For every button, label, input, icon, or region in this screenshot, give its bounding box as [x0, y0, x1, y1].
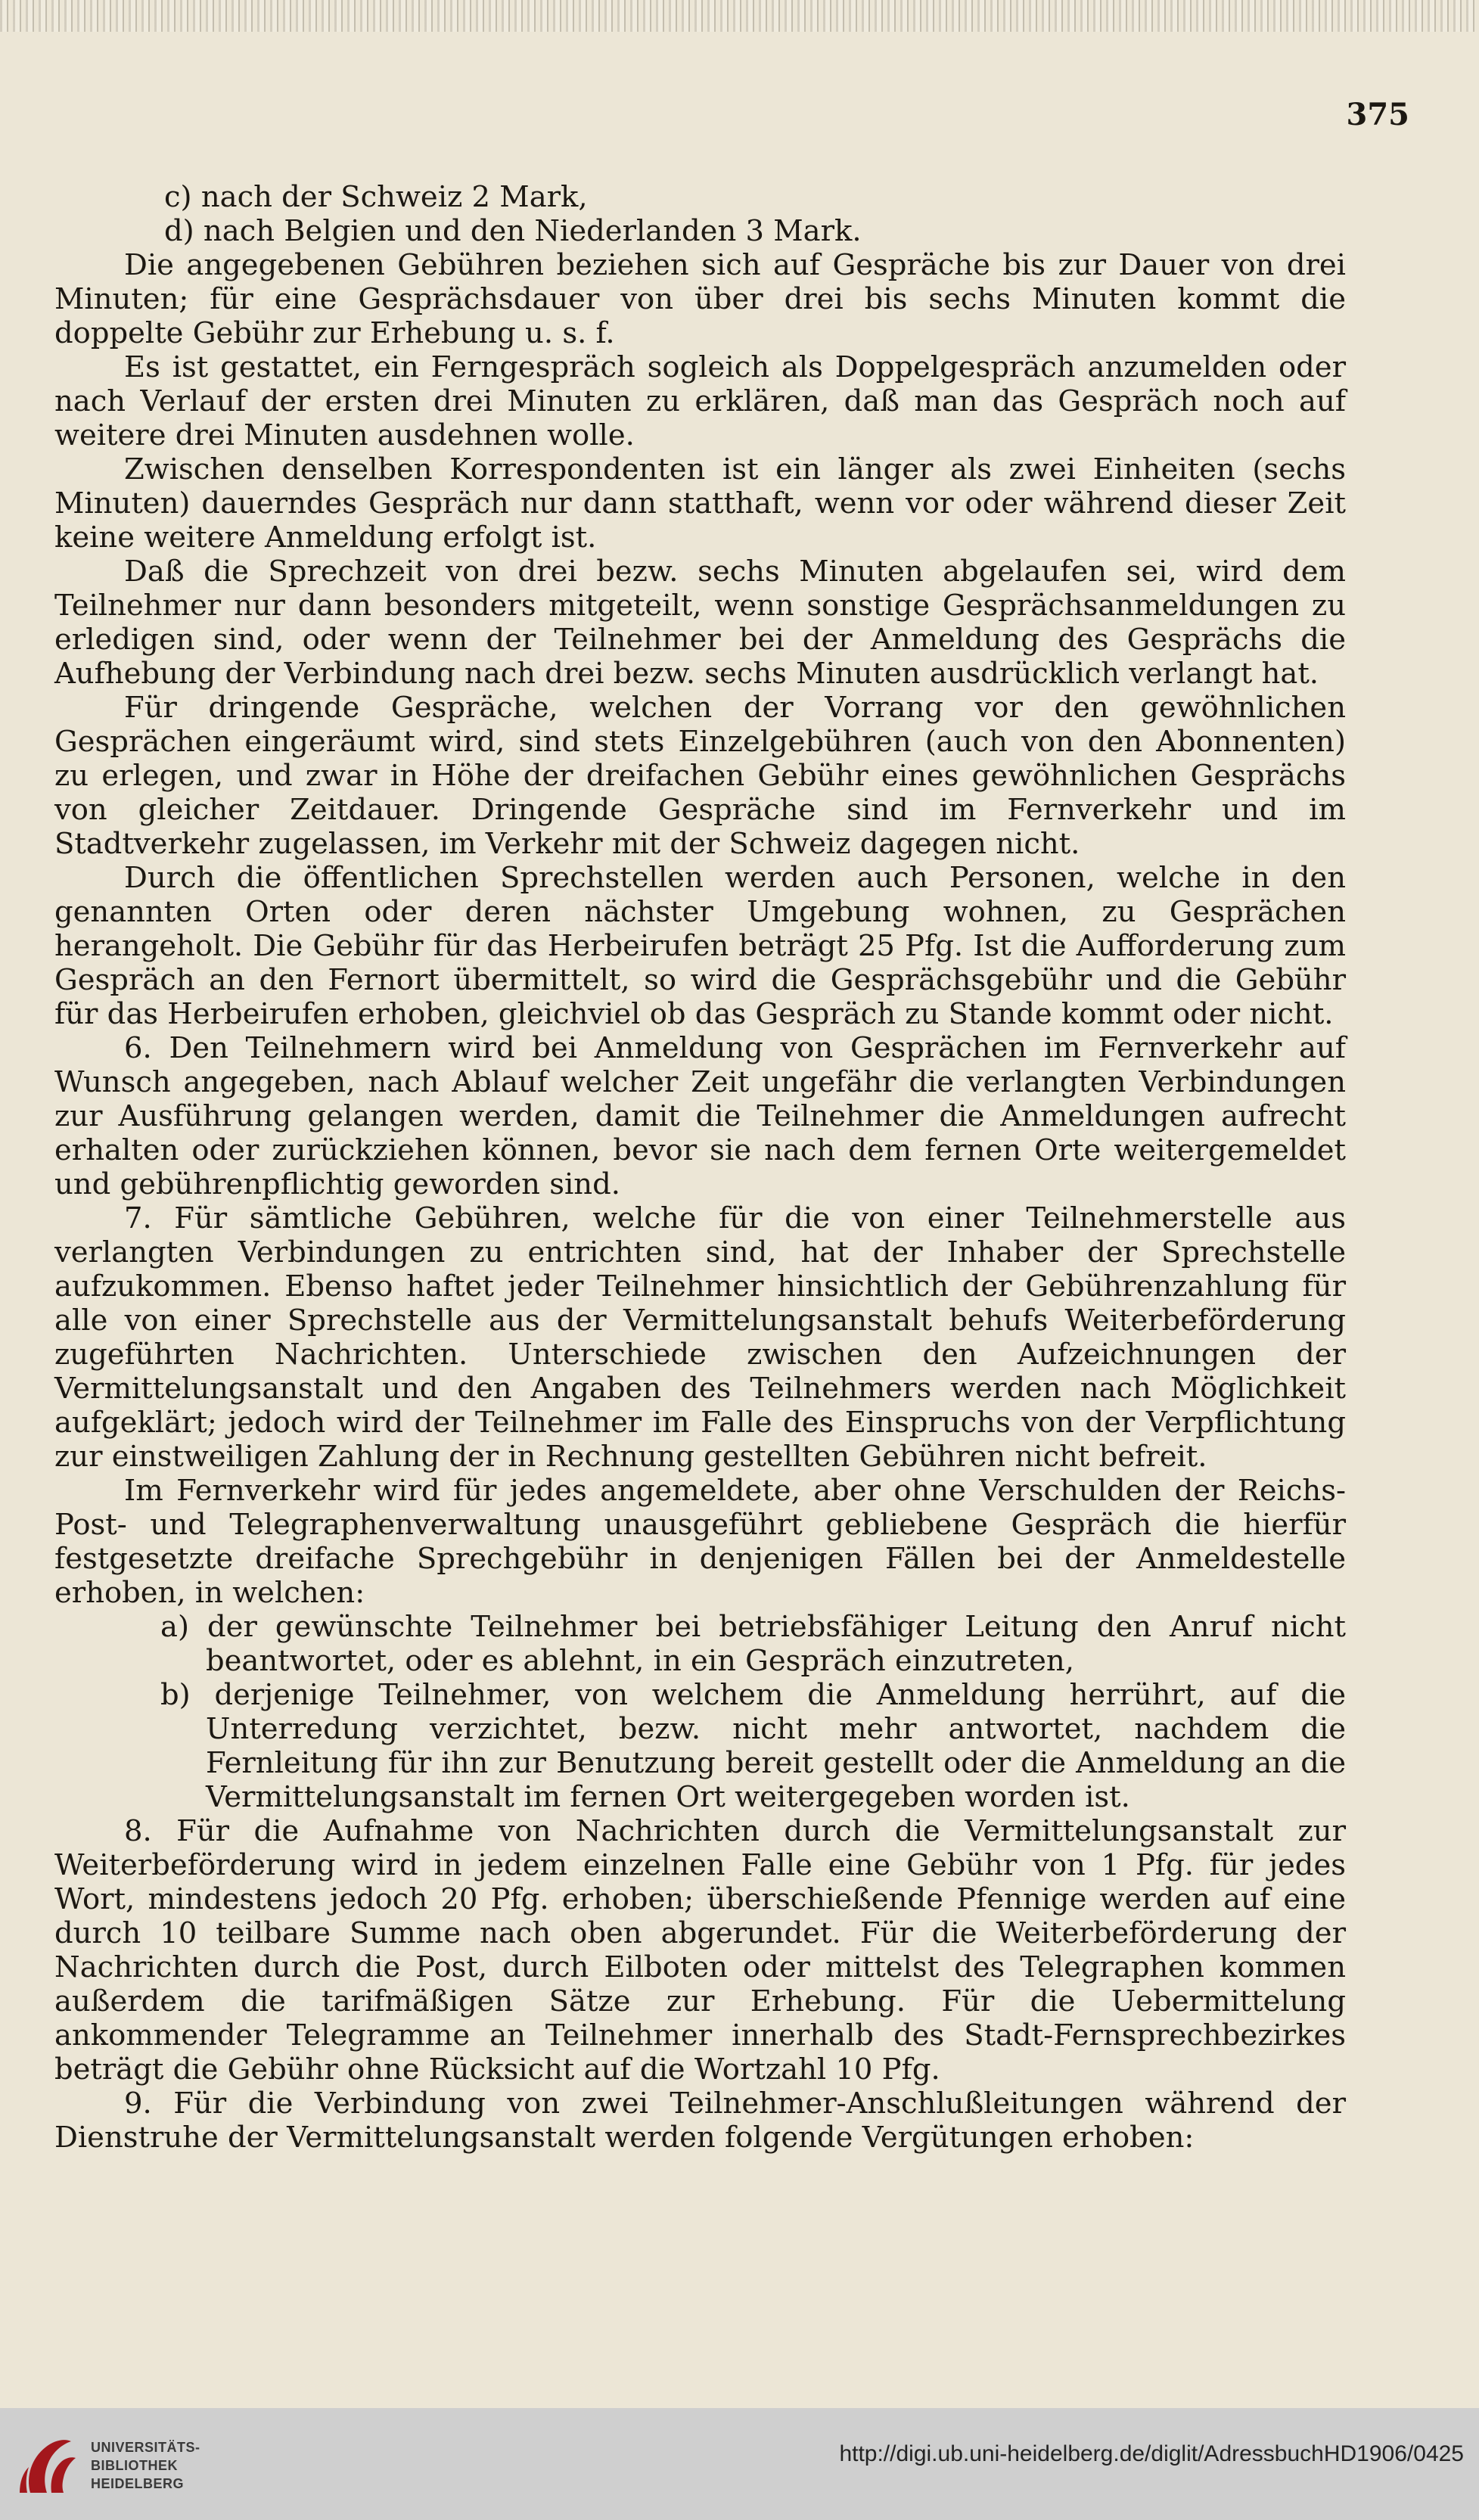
list-item-b: b) derjenige Teilnehmer, von welchem die Anmeldung herrührt, auf die Unterredung verzichtet, bezw. nicht mehr antwortet, nachdem die Fernleitung für ihn zur Benutzung bereit gestellt oder die Anmeldung an die Vermittelungsanstalt im fernen Ort weitergegeben worden ist.	[160, 1678, 1346, 1814]
scan-edge-strip	[0, 0, 1479, 32]
paragraph-correspondents: Zwischen denselben Korrespondenten ist ein länger als zwei Einheiten (sechs Minuten) dauerndes Gespräch nur dann statthaft, wenn vor oder während dieser Zeit keine weitere Anmeldung erfolgt ist.	[54, 452, 1346, 555]
list-item-c: c) nach der Schweiz 2 Mark,	[164, 180, 588, 214]
footer-bar	[0, 2408, 1479, 2520]
paragraph-double-call: Es ist gestattet, ein Ferngespräch sogleich als Doppelgespräch anzumelden oder nach Verlauf der ersten drei Minuten zu erklären, daß man das Gespräch noch auf weitere drei Minuten ausdehnen wolle.	[54, 350, 1346, 452]
paragraph-duration: Die angegebenen Gebühren beziehen sich auf Gespräche bis zur Dauer von drei Minuten; für eine Gesprächsdauer von über drei bis sechs Minuten kommt die doppelte Gebühr zur Erhebung u. s. f.	[54, 248, 1346, 350]
library-name-line-2: BIBLIOTHEK	[91, 2458, 178, 2473]
paragraph-section-8: 8. Für die Aufnahme von Nachrichten durch die Vermittelungsanstalt zur Weiterbeförderung wird in jedem einzelnen Falle eine Gebühr von 1 Pfg. für jedes Wort, mindestens jedoch 20 Pfg. erhoben; überschießende Pfennige werden auf eine durch 10 teilbare Summe nach oben abgerundet. Für die Weiterbeförderung der Nachrichten durch die Post, durch Eilboten oder mittelst des Telegraphen kommen außerdem die tarifmäßigen Sätze zur Erhebung. Für die Uebermittelung ankommender Telegramme an Teilnehmer innerhalb des Stadt-Fernsprechbezirkes beträgt die Gebühr ohne Rücksicht auf die Wortzahl 10 Pfg.	[54, 1814, 1346, 2087]
paragraph-section-7: 7. Für sämtliche Gebühren, welche für die von einer Teilnehmerstelle aus verlangten Verbindungen zu entrichten sind, hat der Inhaber der Sprechstelle aufzukommen. Ebenso haftet jeder Teilnehmer hinsichtlich der Gebührenzahlung für alle von einer Sprechstelle aus der Vermittelungsanstalt behufs Weiterbeförderung zugeführten Nachrichten. Unterschiede zwischen den Aufzeichnungen der Vermittelungsanstalt und den Angaben des Teilnehmers werden nach Möglichkeit aufgeklärt; jedoch wird der Teilnehmer im Falle des Einspruchs von der Verpflichtung zur einstweiligen Zahlung der in Rechnung gestellten Gebühren nicht befreit.	[54, 1201, 1346, 1474]
paragraph-section-9: 9. Für die Verbindung von zwei Teilnehmer-Anschlußleitungen während der Dienstruhe der Vermittelungsanstalt werden folgende Vergütungen erhoben:	[54, 2087, 1346, 2155]
library-name	[91, 2438, 200, 2493]
library-name-line-1: UNIVERSITÄTS-	[91, 2440, 200, 2455]
page-number: 375	[1346, 97, 1409, 132]
page-body-text	[54, 180, 1346, 2155]
library-logo[interactable]	[15, 2425, 212, 2508]
library-seal-icon	[15, 2432, 80, 2500]
list-item-d: d) nach Belgien und den Niederlanden 3 Mark.	[164, 214, 862, 248]
paragraph-unexecuted-calls: Im Fernverkehr wird für jedes angemeldete, aber ohne Verschulden der Reichs-Post- und Telegraphenverwaltung unausgeführt gebliebene Gespräch die hierfür festgesetzte dreifache Sprechgebühr in denjenigen Fällen bei der Anmeldestelle erhoben, in welchen:	[54, 1474, 1346, 1610]
paragraph-public-stations: Durch die öffentlichen Sprechstellen werden auch Personen, welche in den genannten Orten oder deren nächster Umgebung wohnen, zu Gesprächen herangeholt. Die Gebühr für das Herbeirufen beträgt 25 Pfg. Ist die Aufforderung zum Gespräch an den Fernort übermittelt, so wird die Gesprächsgebühr und die Gebühr für das Herbeirufen erhoben, gleichviel ob das Gespräch zu Stande kommt oder nicht.	[54, 861, 1346, 1031]
paragraph-time-notice: Daß die Sprechzeit von drei bezw. sechs Minuten abgelaufen sei, wird dem Teilnehmer nur dann besonders mitgeteilt, wenn sonstige Gesprächsanmeldungen zu erledigen sind, oder wenn der Teilnehmer bei der Anmeldung des Gesprächs die Aufhebung der Verbindung nach drei bezw. sechs Minuten ausdrücklich verlangt hat.	[54, 555, 1346, 691]
list-item-a: a) der gewünschte Teilnehmer bei betriebsfähiger Leitung den Anruf nicht beantwortet, oder es ablehnt, in ein Gespräch einzutreten,	[160, 1610, 1346, 1678]
source-url-link[interactable]: http://digi.ub.uni-heidelberg.de/diglit/AdressbuchHD1906/0425	[839, 2441, 1464, 2466]
paragraph-urgent-calls: Für dringende Gespräche, welchen der Vorrang vor den gewöhnlichen Gesprächen eingeräumt wird, sind stets Einzelgebühren (auch von den Abonnenten) zu erlegen, und zwar in Höhe der dreifachen Gebühr eines gewöhnlichen Gesprächs von gleicher Zeitdauer. Dringende Gespräche sind im Fernverkehr und im Stadtverkehr zugelassen, im Verkehr mit der Schweiz dagegen nicht.	[54, 691, 1346, 861]
library-name-line-3: HEIDELBERG	[91, 2476, 185, 2491]
paragraph-section-6: 6. Den Teilnehmern wird bei Anmeldung von Gesprächen im Fernverkehr auf Wunsch angegeben, nach Ablauf welcher Zeit ungefähr die verlangten Verbindungen zur Ausführung gelangen werden, damit die Teilnehmer die Anmeldungen aufrecht erhalten oder zurückziehen können, bevor sie nach dem fernen Orte weitergemeldet und gebührenpflichtig geworden sind.	[54, 1031, 1346, 1201]
